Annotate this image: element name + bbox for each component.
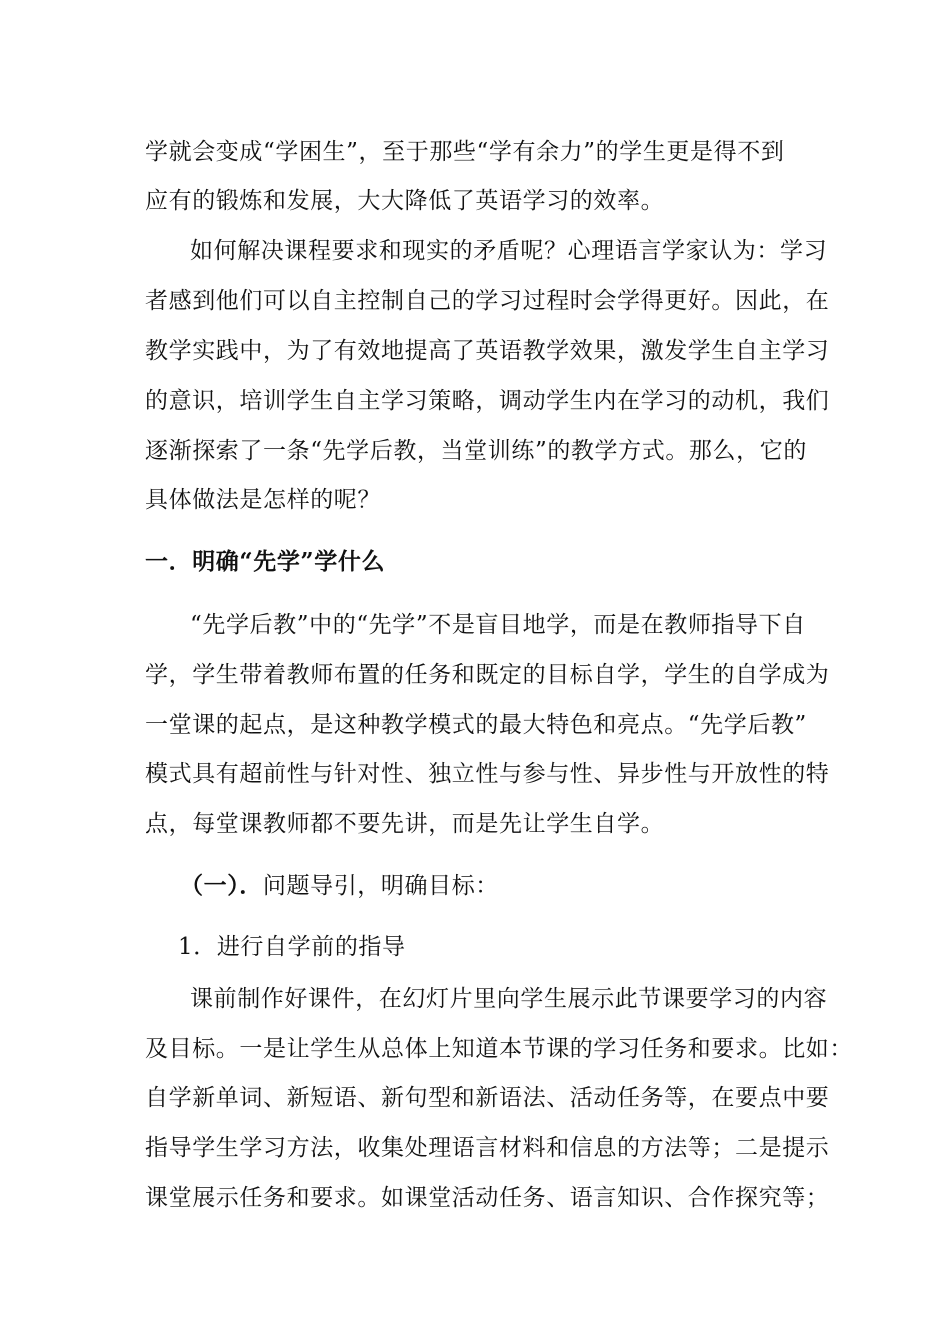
section-heading: 一．明确“先学”学什么 <box>145 548 386 575</box>
paragraph-line: 者感到他们可以自主控制自己的学习过程时会学得更好。因此，在 <box>145 288 830 314</box>
item-heading: 1．进行自学前的指导 <box>178 934 406 960</box>
paragraph-line: 自学新单词、新短语、新句型和新语法、活动任务等，在要点中要 <box>145 1085 830 1111</box>
paragraph-line: 课堂展示任务和要求。如课堂活动任务、语言知识、合作探究等； <box>145 1185 830 1211</box>
paragraph-line: 应有的锻炼和发展，大大降低了英语学习的效率。 <box>145 188 665 214</box>
paragraph-line: 如何解决课程要求和现实的矛盾呢？心理语言学家认为：学习 <box>190 238 828 264</box>
paragraph-line: 教学实践中，为了有效地提高了英语教学效果，激发学生自主学习 <box>145 338 830 364</box>
subsection-title: 问题导引，明确目标： <box>262 873 499 899</box>
paragraph-line: 具体做法是怎样的呢？ <box>145 487 381 513</box>
paragraph-line: 学，学生带着教师布置的任务和既定的目标自学，学生的自学成为 <box>145 662 830 688</box>
paragraph-line: 模式具有超前性与针对性、独立性与参与性、异步性与开放性的特 <box>145 761 830 787</box>
paragraph-line: 一堂课的起点，是这种教学模式的最大特色和亮点。“先学后教” <box>145 712 807 738</box>
subsection-marker: （一）． <box>180 872 263 899</box>
paragraph-line: “先学后教”中的“先学”不是盲目地学，而是在教师指导下自 <box>190 612 806 638</box>
subsection-heading <box>180 871 850 901</box>
paragraph-line: 学就会变成“学困生”，至于那些“学有余力”的学生更是得不到 <box>145 139 785 165</box>
paragraph-line: 逐渐探索了一条“先学后教，当堂训练”的教学方式。那么，它的 <box>145 438 807 464</box>
paragraph-line: 及目标。一是让学生从总体上知道本节课的学习任务和要求。比如： <box>145 1036 853 1062</box>
paragraph-line: 课前制作好课件，在幻灯片里向学生展示此节课要学习的内容 <box>190 986 828 1012</box>
paragraph-line: 指导学生学习方法，收集处理语言材料和信息的方法等；二是提示 <box>145 1135 830 1161</box>
paragraph-line: 点，每堂课教师都不要先讲，而是先让学生自学。 <box>145 811 665 837</box>
paragraph-line: 的意识，培训学生自主学习策略，调动学生内在学习的动机，我们 <box>145 388 830 414</box>
